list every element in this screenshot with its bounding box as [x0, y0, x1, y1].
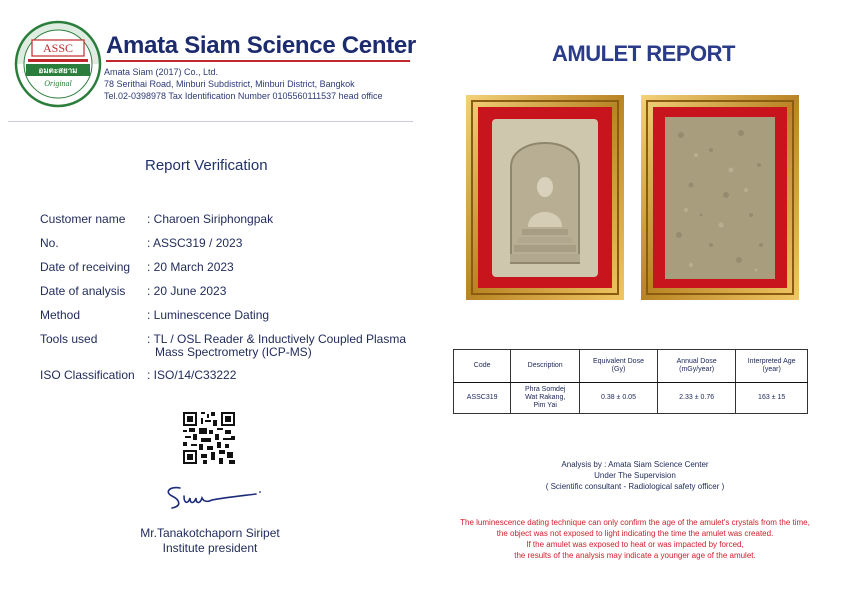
cell-age: 163 ± 15: [736, 383, 808, 414]
field-label-number: No.: [40, 236, 59, 250]
field-label-iso: ISO Classification: [40, 368, 135, 382]
header-red-rule: [106, 60, 410, 62]
amulet-front-image: [466, 95, 624, 300]
table-header-row: [454, 350, 808, 383]
field-value-tools-cont: Mass Spectrometry (ICP-MS): [155, 345, 312, 359]
cell-annual-dose: 2.33 ± 0.76: [657, 383, 735, 414]
results-table: [453, 349, 808, 414]
header-code: Code: [454, 350, 511, 383]
amulet-back-image: [641, 95, 799, 300]
warning-line-2: the object was not exposed to light indicating the time the amulet was created.: [496, 529, 774, 538]
field-value-receiving: : 20 March 2023: [147, 260, 234, 274]
logo-text: ASSC: [42, 41, 74, 55]
field-value-analysis: : 20 June 2023: [147, 284, 227, 298]
header-divider: [8, 121, 413, 122]
cell-description: Phra Somdej Wat Rakang, Pim Yai: [511, 383, 580, 414]
header-annual-dose: Annual Dose (mGy/year): [657, 350, 735, 383]
signature: [160, 482, 265, 512]
table-row: [454, 383, 808, 414]
header-equivalent-dose: Equivalent Dose (Gy): [580, 350, 658, 383]
assc-logo: [14, 20, 102, 108]
qr-code[interactable]: [183, 412, 235, 464]
company-contact: Tel.02-0398978 Tax Identification Number 0105560111537 head office: [104, 91, 383, 101]
field-label-analysis: Date of analysis: [40, 284, 126, 298]
company-address: 78 Serithai Road, Minburi Subdistrict, Minburi District, Bangkok: [104, 79, 355, 89]
signer-title: Institute president: [162, 541, 258, 555]
warning-line-4: the results of the analysis may indicate a younger age of the amulet.: [514, 551, 756, 560]
organization-name: Amata Siam Science Center: [106, 32, 416, 59]
field-label-receiving: Date of receiving: [40, 260, 131, 274]
analysis-consultant: ( Scientific consultant - Radiological safety officer ): [545, 482, 725, 491]
field-value-tools: : TL / OSL Reader & Inductively Coupled Plasma: [147, 332, 407, 346]
cell-equivalent-dose: 0.38 ± 0.05: [580, 383, 658, 414]
cell-code: ASSC319: [454, 383, 511, 414]
logo-original: Original: [44, 79, 72, 88]
field-label-tools: Tools used: [40, 332, 98, 346]
analysis-by: Analysis by : Amata Siam Science Center: [561, 460, 709, 469]
field-value-customer: : Charoen Siriphongpak: [147, 212, 274, 226]
warning-line-3: If the amulet was exposed to heat or was impacted by forced,: [526, 540, 744, 549]
signer-name: Mr.Tanakotchaporn Siripet: [140, 526, 280, 540]
header-description: Description: [511, 350, 580, 383]
report-title: AMULET REPORT: [552, 41, 735, 66]
logo-banner: อมตะสยาม: [38, 66, 78, 75]
field-value-method: : Luminescence Dating: [147, 308, 270, 322]
field-label-method: Method: [40, 308, 81, 322]
field-value-number: : ASSC319 / 2023: [147, 236, 243, 250]
field-label-customer: Customer name: [40, 212, 126, 226]
warning-line-1: The luminescence dating technique can only confirm the age of the amulet's crystals from the time,: [460, 518, 810, 527]
verification-title: Report Verification: [145, 157, 268, 174]
header-interpreted-age: Interpreted Age (year): [736, 350, 808, 383]
company-name: Amata Siam (2017) Co., Ltd.: [104, 67, 219, 77]
analysis-supervision: Under The Supervision: [594, 471, 676, 480]
field-value-iso: : ISO/14/C33222: [147, 368, 237, 382]
